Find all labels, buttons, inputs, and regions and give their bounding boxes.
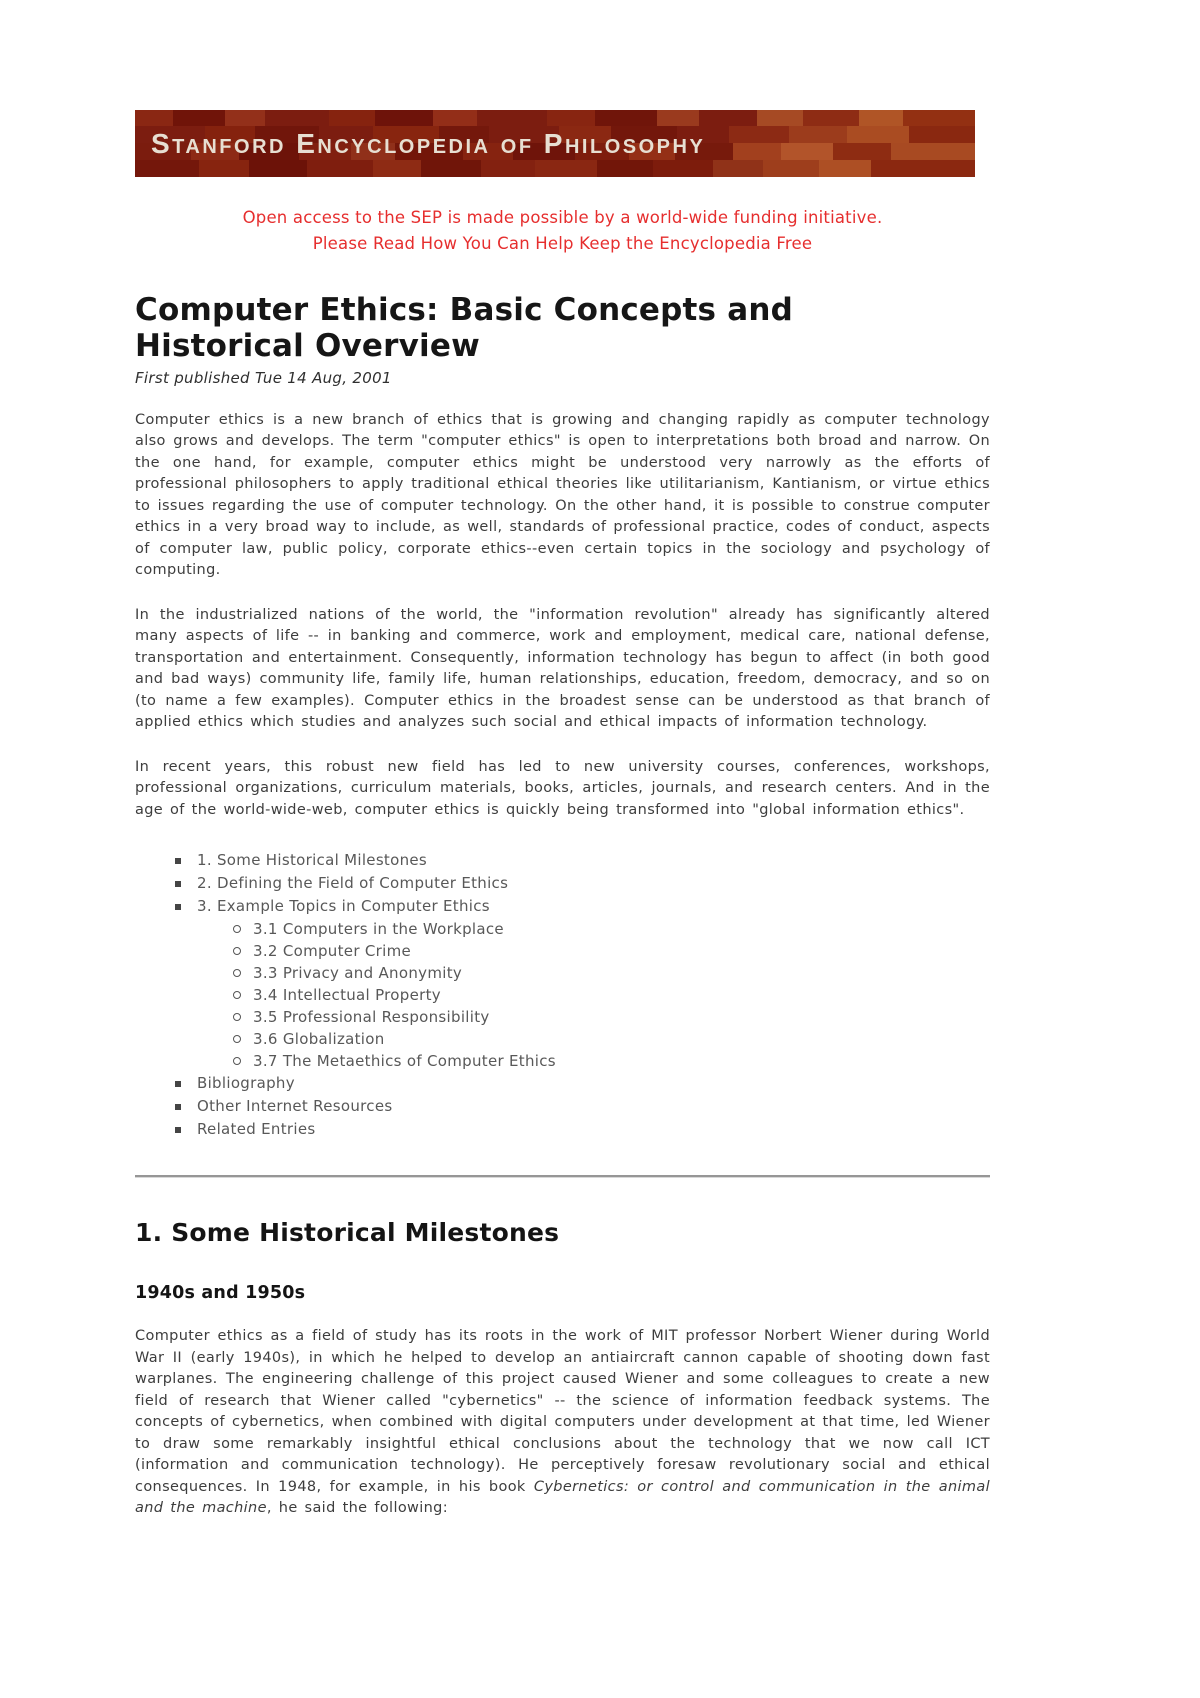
toc-sublist [231,918,990,1072]
toc-subitem-computer-crime[interactable] [231,940,990,962]
funding-help-link[interactable]: Please Read How You Can Help Keep the Encyclopedia Free [312,234,813,254]
table-of-contents [173,849,990,1141]
toc-subitem-intellectual-property[interactable] [231,984,990,1006]
banner-title: Stanford Encyclopedia of Philosophy [151,127,706,159]
toc-item-label: Bibliography [197,1074,295,1093]
toc-subitem-label: 3.7 The Metaethics of Computer Ethics [253,1052,556,1071]
book-title-italic: Cybernetics: or control and communication in the animal and the machine [135,1478,990,1517]
toc-item-example-topics[interactable] [173,895,990,1072]
section-1-paragraph-text: Computer ethics as a field of study has its roots in the work of MIT professor Norbert Wiener during World War II (early 1940s), in which he helped to develop an antiaircraft cannon capable of shooting down fast warplanes. The engineering challenge of this project caused Wiener and some colleagues to create a new field of research that Wiener called "cybernetics" -- the science of information feedback systems. The concepts of cybernetics, when combined with digital computers under development at that time, led Wiener to draw some remarkably insightful ethical conclusions about the technology that we now call ICT (information and communication technology). He perceptively foresaw revolutionary social and ethical consequences. In 1948, for example, in his book [135,1328,990,1495]
page [135,0,990,1520]
toc-subitem-label: 3.5 Professional Responsibility [253,1008,490,1027]
toc-subitem-metaethics-of-computer-ethics[interactable] [231,1050,990,1072]
toc-item-historical-milestones[interactable] [173,849,990,872]
toc-item-label: 1. Some Historical Milestones [197,851,428,870]
funding-line-1: Open access to the SEP is made possible by a world-wide funding initiative. [242,208,883,227]
sep-banner[interactable] [135,110,975,177]
toc-item-bibliography[interactable] [173,1072,990,1095]
section-1-paragraph-text-end: , he said the following: [266,1500,448,1517]
toc-item-other-internet-resources[interactable] [173,1095,990,1118]
toc-item-label: Other Internet Resources [197,1097,393,1116]
section-1-heading: 1. Some Historical Milestones [135,1218,560,1248]
article-paragraph-1: Computer ethics is a new branch of ethics that is growing and changing rapidly as computer technology also grows and develops. The term "computer ethics" is open to interpretations both broad and narrow. On the one hand, for example, computer ethics might be understood very narrowly as the efforts of professional philosophers to apply traditional ethical theories like utilitarianism, Kantianism, or virtue ethics to issues regarding the use of computer technology. On the other hand, it is possible to construe computer ethics in a very broad way to include, as well, standards of professional practice, codes of conduct, aspects of computer law, public policy, corporate ethics--even certain topics in the sociology and psychology of computing. [135,411,990,579]
funding-notice [135,205,990,258]
toc-subitem-professional-responsibility[interactable] [231,1006,990,1028]
toc-subitem-computers-in-the-workplace[interactable] [231,918,990,940]
toc-item-related-entries[interactable] [173,1118,990,1141]
article-title: Computer Ethics: Basic Concepts and Historical Overview [135,291,793,365]
toc-subitem-label: 3.6 Globalization [253,1030,385,1049]
toc-subitem-label: 3.1 Computers in the Workplace [253,920,504,939]
toc-subitem-privacy-and-anonymity[interactable] [231,962,990,984]
toc-item-label: Related Entries [197,1120,316,1139]
subsection-1940s-1950s-heading: 1940s and 1950s [135,1283,306,1304]
article-paragraph-3: In recent years, this robust new field has led to new university courses, conferences, workshops, professional organizations, curriculum materials, books, articles, journals, and research centers. And in the age of the world-wide-web, computer ethics is quickly being transformed into "global information ethics". [135,758,990,818]
toc-subitem-globalization[interactable] [231,1028,990,1050]
toc-subitem-label: 3.3 Privacy and Anonymity [253,964,463,983]
toc-item-label: 2. Defining the Field of Computer Ethics [197,874,509,893]
toc-item-defining-the-field[interactable] [173,872,990,895]
article-paragraph-2: In the industrialized nations of the world, the "information revolution" already has significantly altered many aspects of life -- in banking and commerce, work and employment, medical care, national defense, transportation and entertainment. Consequently, information technology has begun to affect (in both good and bad ways) community life, family life, human relationships, education, freedom, democracy, and so on (to name a few examples). Computer ethics in the broadest sense can be understood as that branch of applied ethics which studies and analyzes such social and ethical impacts of information technology. [135,606,990,731]
toc-item-label: 3. Example Topics in Computer Ethics [197,897,490,916]
section-1-paragraph [135,1326,990,1520]
toc-subitem-label: 3.2 Computer Crime [253,942,412,961]
toc-subitem-label: 3.4 Intellectual Property [253,986,441,1005]
section-divider [135,1175,990,1178]
published-date: First published Tue 14 Aug, 2001 [135,368,392,387]
